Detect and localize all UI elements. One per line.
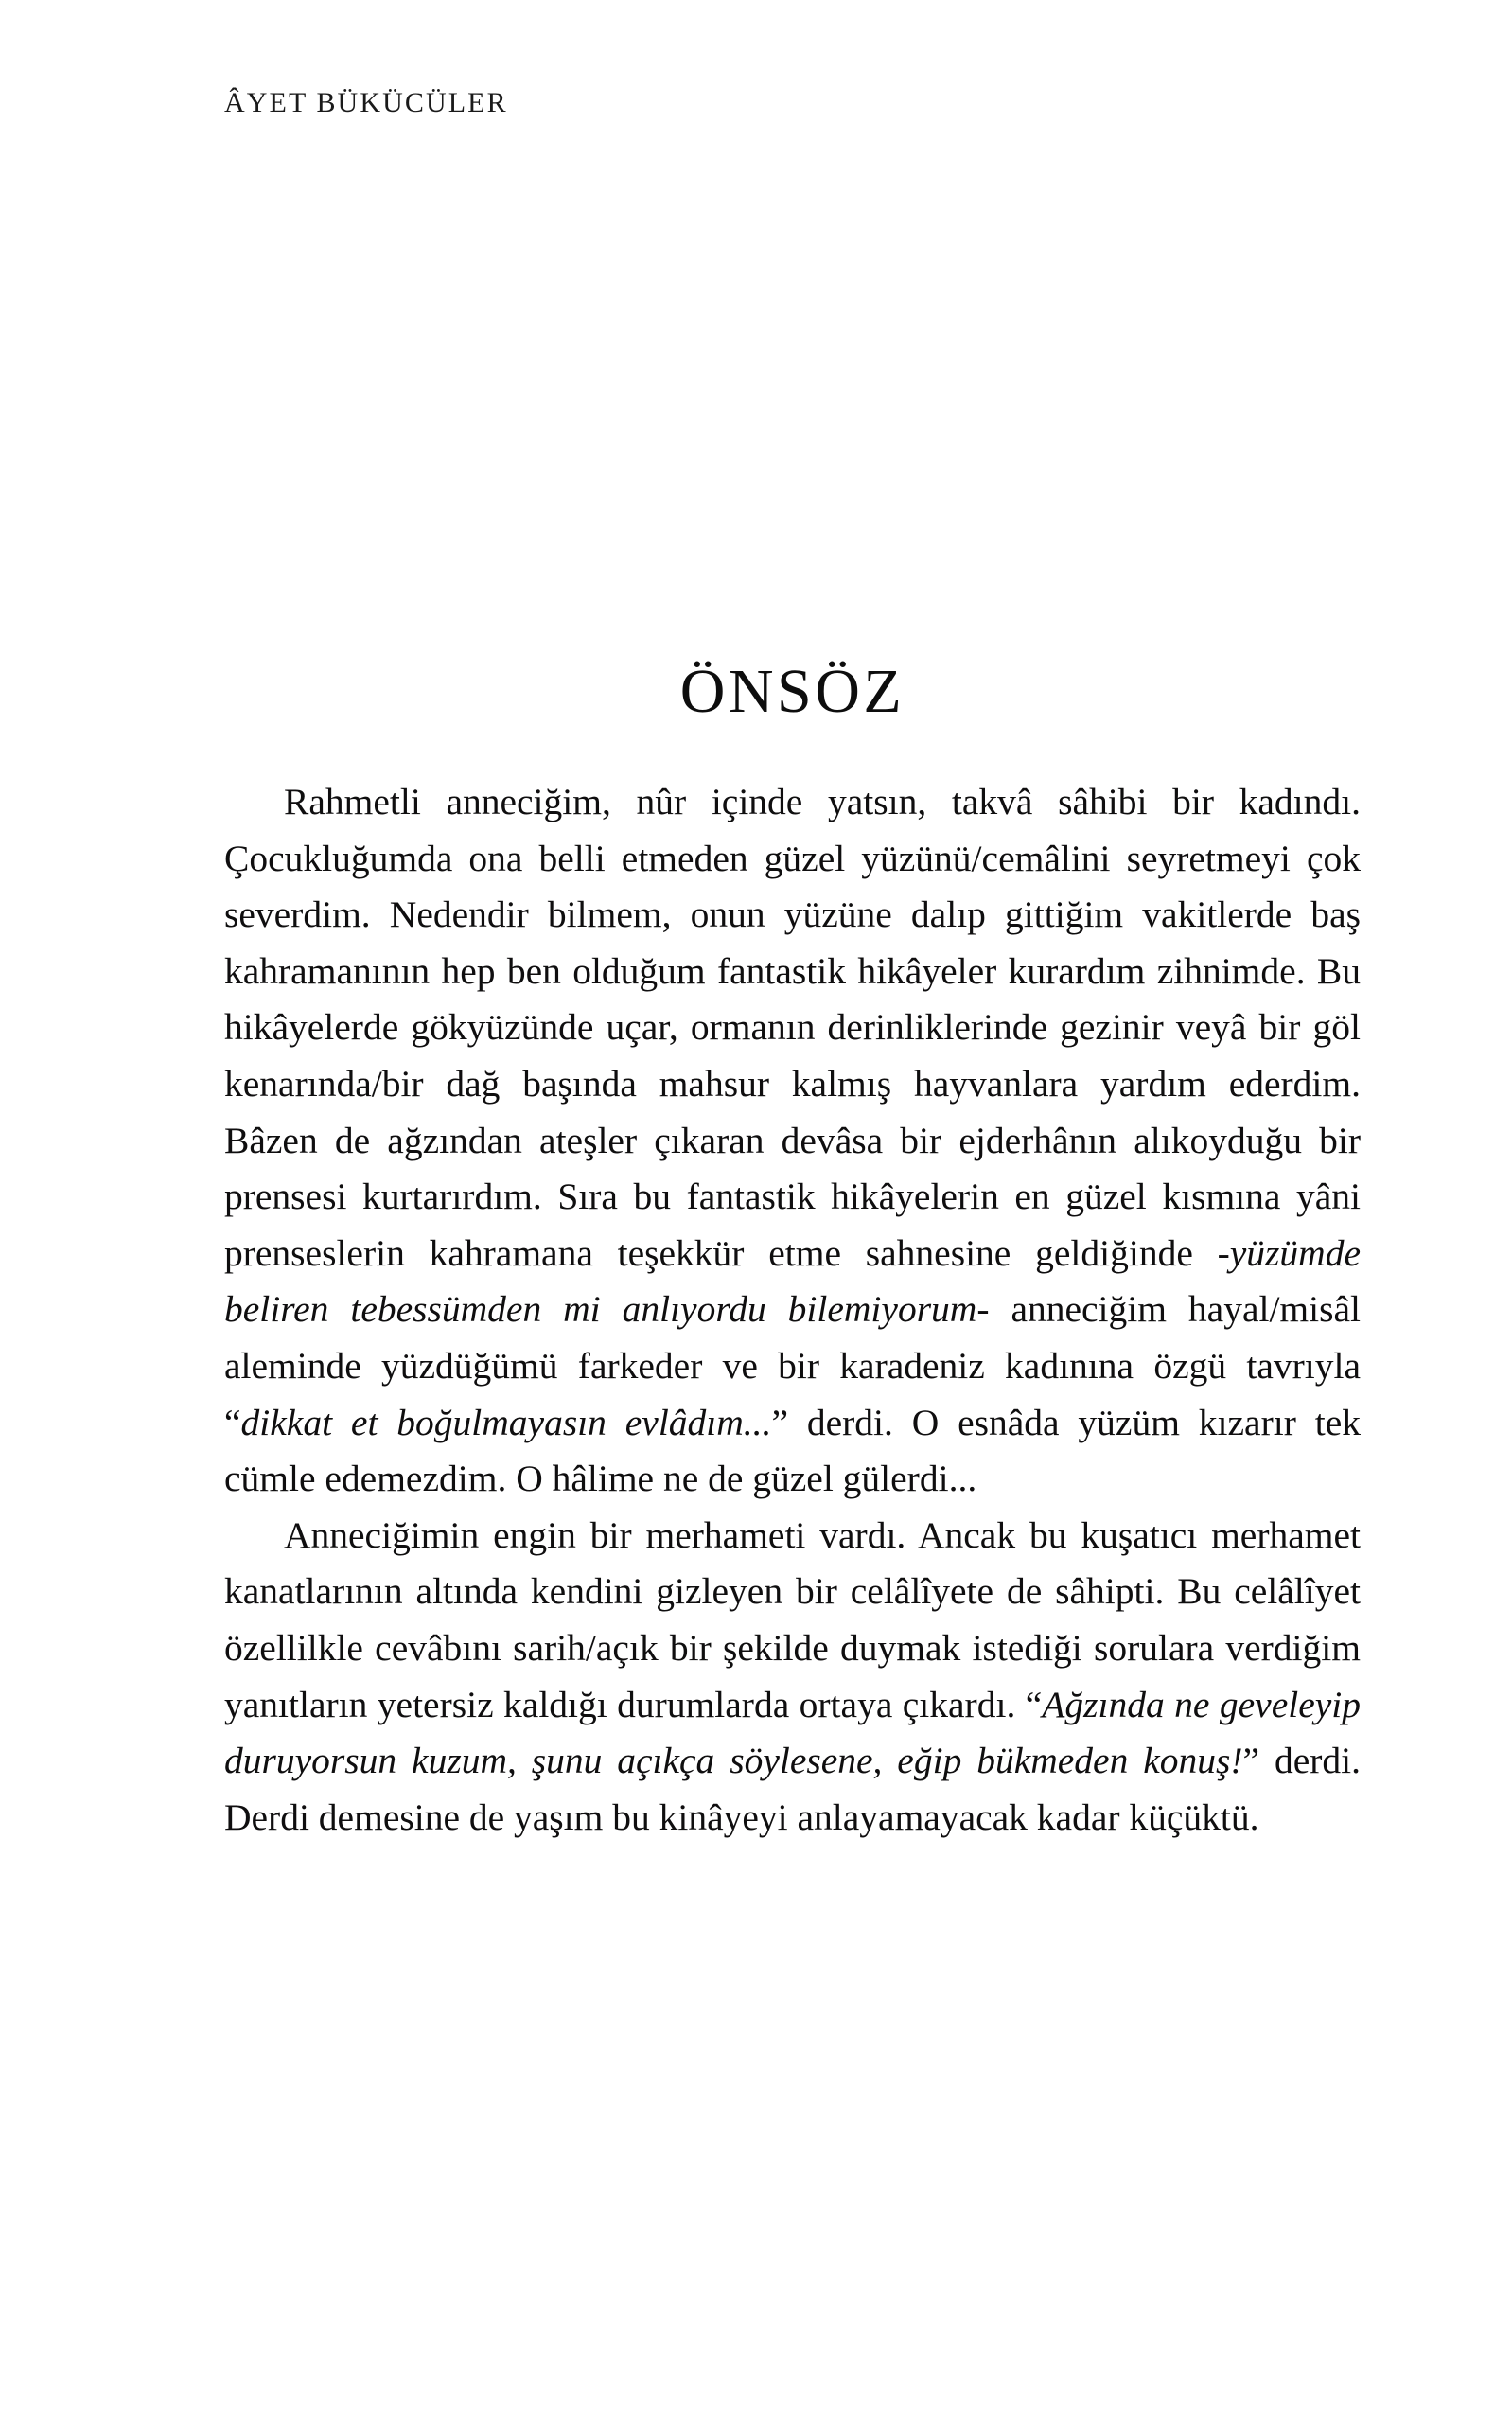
text-run: anneciğim hayal/misâl aleminde yüzdüğümü farkeder ve bir karadeniz kadınına özgü tavrıyla “ — [224, 1288, 1361, 1443]
body-text — [224, 774, 1361, 1846]
italic-run: dikkat et boğulmayasın evlâdım... — [240, 1401, 772, 1443]
chapter-title: ÖNSÖZ — [679, 657, 905, 727]
text-run: ” derdi. O esnâda yüzüm kızarır tek cümle edemezdim. O hâlime ne de güzel gülerdi... — [224, 1401, 1361, 1500]
paragraph-1 — [224, 774, 1361, 1508]
text-run: Rahmetli anneciğim, nûr içinde yatsın, takvâ sâhibi bir kadındı. Çocukluğumda ona belli etmeden güzel yüzünü/cemâlini seyretmeyi çok severdim. Nedendir bilmem, onun yüzüne dalıp gittiğim vakitlerde baş kahramanının hep ben olduğum fantastik hikâyeler kurardım zihnimde. Bu hikâyelerde gökyüzünde uçar, ormanın derinliklerinde gezinir veyâ bir göl kenarında/bir dağ başında mahsur kalmış hayvanlara yardım ederdim. Bâzen de ağzından ateşler çıkaran devâsa bir ejderhânın alıkoyduğu bir prensesi kurtarırdım. Sıra bu fantastik hikâyelerin en güzel kısmına yâni prenseslerin kahramana teşekkür etme sahnesine geldiğinde — [224, 781, 1361, 1274]
text-run: Anneciğimin engin bir merhameti vardı. Ancak bu kuşatıcı merhamet kanatlarının altında kendini gizleyen bir celâlîyete de sâhipti. Bu celâlîyet özellilkle cevâbını sarih/açık bir şekilde duymak istediği sorulara verdiğim yanıtların yetersiz kaldığı durumlarda ortaya çıkardı. “ — [224, 1513, 1361, 1725]
text-run: ” derdi. Derdi demesine de yaşım bu kinâyeyi anlayamayacak kadar küçüktü. — [224, 1740, 1361, 1838]
italic-run: Ağzında ne geveleyip duruyorsun kuzum, şunu açıkça söylesene, eğip bükmeden konuş! — [224, 1683, 1361, 1782]
running-header: ÂYET BÜKÜCÜLER — [224, 87, 508, 118]
paragraph-2 — [224, 1508, 1361, 1847]
italic-run: -yüzümde beliren tebessümden mi anlıyordu bilemiyorum- — [224, 1231, 1361, 1331]
